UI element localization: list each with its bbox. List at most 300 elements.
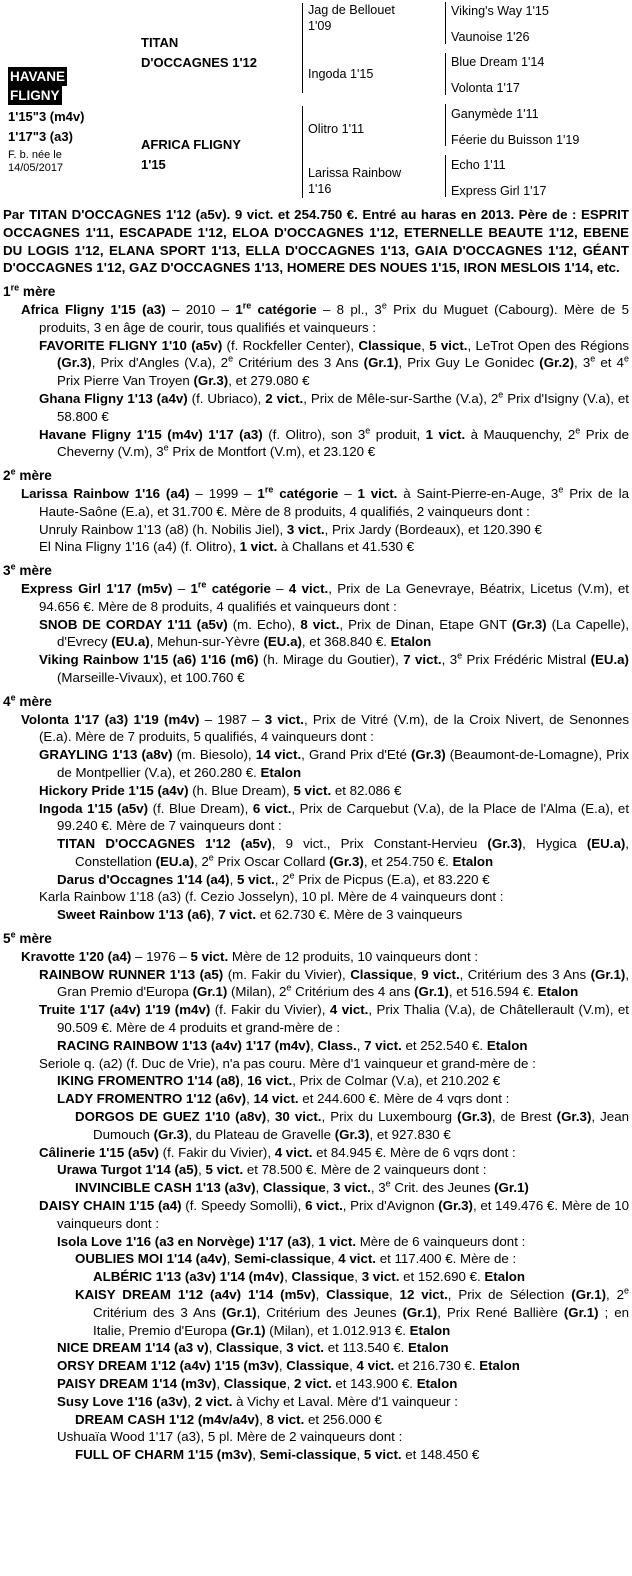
text-run: 3 vict. (333, 1180, 371, 1196)
text-run: à Saint-Pierre-en-Auge, 3 (397, 485, 559, 501)
text-run: , (330, 1251, 339, 1267)
text-run: , Prix d'Angles (V.a), 2 (91, 355, 229, 371)
text-run: – 1999 – (189, 485, 258, 501)
text-run: 1 vict. (239, 539, 278, 555)
text-run: RACING RAINBOW 1'13 (a4v) 1'17 (m4v) (57, 1037, 311, 1053)
subject-info-1: F. b. née le (8, 149, 62, 161)
text-run: , (239, 1073, 248, 1089)
g3-ancestor: Ganymède 1'11 (451, 107, 539, 121)
text-run: et 244.600 €. Mère de 4 vqrs dont : (298, 1091, 510, 1107)
text-run: NICE DREAM 1'14 (a3 v) (57, 1340, 209, 1356)
text-run: (Gr.3) (511, 616, 547, 632)
text-run: 16 vict. (247, 1073, 293, 1089)
text-run: (Gr.3) (487, 836, 523, 852)
text-run: (Gr.1) (590, 966, 626, 982)
text-run: PAISY DREAM 1'14 (m3v) (57, 1376, 217, 1391)
text-run: , Prix Jardy (Bordeaux), et 120.390 € (324, 521, 542, 537)
text-run: Larissa Rainbow 1'16 (a4) (21, 485, 190, 501)
pedigree-bracket (445, 2, 446, 44)
text-run: e (208, 852, 214, 863)
text-run: produit, (370, 426, 426, 442)
family-paragraph (3, 426, 629, 462)
text-run: catégorie (206, 580, 271, 596)
text-run: Classique (358, 337, 422, 353)
text-run: , Critérium des Jeunes (256, 1304, 403, 1320)
text-run: , (246, 1091, 254, 1107)
text-run: et 62.730 €. Mère de 3 vainqueurs (256, 907, 463, 923)
family-paragraph (3, 1411, 629, 1429)
text-run: Classique (262, 1180, 326, 1196)
text-run: DAISY CHAIN 1'15 (a4) (39, 1198, 182, 1214)
text-run: (f. Ubriaco), (187, 390, 266, 406)
text-run: (EU.a) (586, 836, 626, 852)
text-run: Kravotte 1'20 (a4) (21, 948, 132, 964)
text-run: , (266, 1109, 276, 1125)
text-run: 12 vict. (399, 1287, 448, 1303)
text-run: (Gr.1) (230, 1322, 266, 1338)
text-run: et 252.540 €. (401, 1037, 487, 1053)
family-paragraph (3, 1144, 629, 1162)
text-run: (La Capelle), d'Evrecy (57, 616, 630, 650)
text-run: Etalon (479, 1358, 520, 1374)
text-run: , 2 (274, 871, 290, 887)
text-run: 14 vict. (253, 1091, 299, 1107)
text-run: Prix Oscar Collard (213, 853, 330, 869)
text-run: (m. Fakir du Vivier), (223, 966, 351, 982)
subject-info-2: 14/05/2017 (8, 162, 64, 174)
text-run: , et 516.594 €. (448, 984, 538, 1000)
text-run: à Vichy et Laval. Mère d'1 vainqueur : (232, 1393, 458, 1409)
pedigree-bracket (302, 106, 303, 198)
text-run: Câlinerie 1'15 (a5v) (39, 1144, 159, 1160)
text-run: Classique (286, 1358, 350, 1374)
text-run: , Prix du Luxembourg (321, 1109, 458, 1125)
text-run: , Prix de Carquebut (V.a), de la Place de l'Alma (E.a), et 99.240 €. Mère de 7 vainqueurs dont : (57, 800, 630, 834)
g3-ancestor: Express Girl 1'17 (451, 184, 547, 198)
text-run: Volonta 1'17 (a3) 1'19 (m4v) (21, 711, 200, 727)
text-run: re (242, 300, 252, 311)
text-run: (EU.a) (111, 634, 150, 650)
text-run: (Gr.1) (563, 1304, 599, 1320)
text-run: 5 vict. (190, 948, 229, 964)
text-run: Classique (223, 1376, 287, 1391)
text-run: , Hygica (522, 836, 587, 852)
text-run: – 1987 – (199, 711, 265, 727)
text-run: GRAYLING 1'13 (a8v) (39, 747, 173, 763)
text-run: Hickory Pride 1'15 (a4v) (39, 782, 189, 798)
text-run: Critérium des 3 Ans (233, 355, 364, 371)
g3-ancestor: Echo 1'11 (451, 158, 506, 172)
text-run: , Critérium des 3 Ans (459, 966, 591, 982)
text-run: 5 vict. (429, 337, 468, 353)
text-run: (m. Biesolo), (172, 747, 256, 763)
text-run: e (498, 389, 504, 400)
family-paragraph (3, 580, 629, 616)
text-run: mère (15, 931, 52, 947)
text-run: Etalon (452, 853, 494, 869)
text-run: – (270, 580, 289, 596)
text-run: Critérium des 4 ans (291, 984, 415, 1000)
text-run: 7 vict. (218, 907, 257, 923)
text-run: Etalon (408, 1340, 449, 1356)
subject-name-line2: FLIGNY (10, 88, 60, 103)
text-run: ; en Italie, Premio d'Europa (93, 1304, 630, 1338)
text-run: Etalon (484, 1269, 526, 1285)
text-run: Ushuaïa Wood 1'17 (a3), 5 pl. Mère de 2 vainqueurs dont : (57, 1429, 403, 1445)
text-run: , Prix Thalia (V.a), de Châtellerault (V.m), et 90.509 €. Mère de 4 produits et grand-mère de : (57, 1002, 629, 1036)
text-run: Karla Rainbow 1'18 (a3) (f. Cezio Josselyn), 10 pl. Mère de 4 vainqueurs dont : (39, 889, 504, 905)
text-run: 5 vict. (363, 1447, 402, 1463)
text-run: , (389, 1287, 400, 1303)
text-run: Par TITAN D'OCCAGNES 1'12 (a5v). 9 vict. et 254.750 €. Entré au haras en 2013. Père de : ESPRIT OCCAGNES 1'11, ESCAPADE 1'12, ELOA D'OCCAGNES 1'12, ETERNELLE BEAUTE 1'12, EBENE DU LOGIS 1'12, ELANA SPORT 1'13, ELLA D'OCCAGNES 1'13, GAIA D'OCCAGNES 1'12, GÉANT D'OCCAGNES 1'12, GAZ D'OCCAGNES 1'13, HOMERE DES NOUES 1'15, IRON MESLOIS 1'14, etc. (3, 207, 629, 276)
text-run: Mère de 6 vainqueurs dont : (356, 1233, 526, 1249)
text-run: 4 (3, 693, 11, 709)
text-run: DORGOS DE GUEZ 1'10 (a8v) (75, 1109, 267, 1125)
text-run: 1 (257, 485, 265, 501)
text-run: TITAN D'OCCAGNES 1'12 (a5v) (57, 836, 272, 852)
pedigree-bracket (445, 53, 446, 95)
text-run: , Prix de La Genevraye, Béatrix, Licetus (V.m), et 94.656 €. Mère de 8 produits, 4 qualifiés et vainqueurs dont : (39, 580, 629, 614)
family-paragraph (3, 835, 629, 871)
sire-name-line2: D'OCCAGNES 1'12 (141, 55, 257, 70)
text-run: , (286, 1376, 294, 1391)
text-run: , (216, 1376, 224, 1391)
family-paragraph (3, 1250, 629, 1268)
g3-ancestor: Volonta 1'17 (451, 81, 520, 95)
text-run: Truite 1'17 (a4v) 1'19 (m4v) (39, 1002, 211, 1018)
family-paragraph (3, 1375, 629, 1393)
text-run: Darus d'Occagnes 1'14 (a4) (57, 871, 230, 887)
text-run: , Constellation (75, 836, 629, 869)
text-run: (h. Blue Dream), (188, 782, 294, 798)
text-run: , (310, 1233, 319, 1249)
text-run: , du Plateau de Gravelle (188, 1126, 335, 1142)
text-run: , (315, 1287, 327, 1303)
text-run: 30 vict. (275, 1109, 322, 1125)
text-run: , (255, 1180, 263, 1196)
text-run: Unruly Rainbow 1'13 (a8) (h. Nobilis Jiel), (39, 521, 287, 537)
text-run: , (421, 337, 430, 353)
family-paragraph (3, 1037, 629, 1055)
text-run: Mère de 12 produits, 10 vainqueurs dont : (228, 948, 479, 964)
family-paragraph (3, 651, 629, 687)
family-paragraph (3, 746, 629, 782)
text-run: (Gr.1) (414, 984, 449, 1000)
text-run: (Gr.3) (153, 1126, 189, 1142)
text-run: mère (19, 284, 56, 300)
subject-record-2: 1'17"3 (a3) (8, 129, 73, 144)
text-run: (Gr.3) (438, 1198, 473, 1214)
text-run: , (349, 1358, 357, 1374)
text-run: mère (15, 468, 52, 484)
text-run: e (228, 353, 234, 364)
family-paragraph (3, 1393, 629, 1411)
text-run: 4 vict. (274, 1144, 313, 1160)
text-run: , et 368.840 €. (301, 634, 391, 650)
text-run: Prix Pierre Van Troyen (57, 373, 194, 389)
text-run: (f. Fakir du Vivier), (158, 1144, 275, 1160)
text-run: 1 vict. (357, 485, 398, 501)
text-run: LADY FROMENTRO 1'12 (a6v) (57, 1091, 247, 1107)
text-run: e (10, 466, 16, 477)
family-paragraph (3, 966, 629, 1002)
text-run: à Mauquenchy, 2 (465, 426, 576, 442)
text-run: et 117.400 €. Mère de : (376, 1251, 517, 1267)
text-run: (f. Speedy Somolli), (181, 1198, 306, 1214)
text-run: 5 vict. (205, 1162, 244, 1178)
text-run: et 152.690 €. (399, 1269, 485, 1285)
text-run: (Gr.1) (402, 1304, 438, 1320)
text-run: 4 vict. (338, 1251, 376, 1267)
g3-ancestor: Viking's Way 1'15 (451, 4, 549, 18)
text-run: – (338, 485, 358, 501)
text-run: Classique (350, 966, 414, 982)
family-paragraph (3, 871, 629, 889)
text-run: (Gr.3) (193, 373, 229, 389)
text-run: (Gr.3) (329, 853, 364, 869)
text-run: 3 vict. (286, 521, 325, 537)
family-paragraph (3, 906, 629, 924)
text-run: (Marseille-Vivaux), et 100.760 € (57, 669, 245, 685)
text-run: 7 vict. (364, 1037, 402, 1053)
text-run: 5 vict. (293, 782, 332, 798)
family-paragraph (3, 948, 629, 966)
text-run: , (325, 1180, 334, 1196)
g2-sire-sire-record: 1'09 (308, 19, 332, 33)
text-run: (h. Mirage du Goutier), (258, 652, 404, 668)
text-run: re (264, 484, 274, 495)
text-run: , LeTrot Open des Régions (467, 337, 630, 353)
text-run: re (10, 282, 20, 293)
text-run: , Prix de Colmar (V.a), et 210.202 € (292, 1073, 501, 1089)
text-run: 3 (3, 563, 11, 579)
text-run: Prix de Montfort (V.m), et 23.120 € (168, 444, 376, 460)
text-run: (f. Fakir du Vivier), (210, 1002, 330, 1018)
text-run: , Prix René Ballière (437, 1304, 564, 1320)
family-paragraph (3, 206, 629, 277)
text-run: , (413, 966, 422, 982)
text-run: , et 279.080 € (228, 373, 310, 389)
text-run: (f. Rockfeller Center), (222, 337, 359, 353)
text-run: Express Girl 1'17 (m5v) (21, 580, 173, 596)
family-paragraph (3, 1197, 629, 1233)
text-run: Prix d'Isigny (V.a), et 58.800 € (57, 390, 629, 424)
family-paragraph (3, 1001, 629, 1037)
text-run: (Gr.3) (410, 747, 446, 763)
text-run: , (187, 1393, 195, 1409)
text-run: FULL OF CHARM 1'15 (m3v) (75, 1447, 253, 1463)
text-run: , (210, 907, 219, 923)
text-run: mère (15, 693, 52, 709)
text-run: et 84.945 €. Mère de 6 vqrs dont : (312, 1144, 516, 1160)
text-run: e (590, 353, 596, 364)
text-run: , (284, 1269, 292, 1285)
family-paragraph (3, 1233, 629, 1251)
text-run: e (575, 425, 581, 436)
family-paragraph (3, 337, 629, 390)
text-run: ALBÉRIC 1'13 (a3v) 1'14 (m4v) (93, 1269, 285, 1285)
text-run: (Beaumont-de-Lomagne), Prix de Montpellier (V.a), et 260.280 €. (57, 747, 629, 780)
text-run: – (172, 580, 191, 596)
text-run: INVINCIBLE CASH 1'13 (a3v) (75, 1180, 256, 1196)
text-run: (m. Echo), (227, 616, 301, 632)
text-run: , Prix de Vitré (V.m), de la Croix Nivert, de Senonnes (E.a). Mère de 7 produits, 5 qualifiés, 4 vainqueurs dont : (39, 711, 629, 745)
g2-sire-dam: Ingoda 1'15 (308, 67, 374, 81)
text-run: (Gr.1) (363, 355, 399, 371)
family-paragraph (3, 1179, 629, 1197)
text-run: 1 (190, 580, 198, 596)
text-run: , (229, 871, 238, 887)
text-run: 4 vict. (356, 1358, 395, 1374)
text-run: Africa Fligny 1'15 (a3) (21, 301, 166, 317)
family-paragraph (3, 1268, 629, 1286)
text-run: , de Brest (491, 1109, 557, 1125)
text-run: SNOB DE CORDAY 1'11 (a5v) (39, 616, 228, 632)
text-run: e (457, 650, 463, 661)
text-run: e (10, 561, 16, 572)
text-run: , et 149.476 €. Mère de 10 vainqueurs dont : (57, 1198, 629, 1231)
subject-name-line1: HAVANE (10, 69, 66, 84)
text-run: Sweet Rainbow 1'13 (a6) (57, 907, 211, 923)
text-run: Prix de Picpus (E.a), et 83.220 € (294, 871, 490, 887)
text-run: , Grand Prix d'Eté (301, 747, 411, 763)
text-run: , et 927.830 € (369, 1126, 451, 1142)
family-paragraph (3, 1090, 629, 1108)
family-paragraph (3, 538, 629, 556)
sire-name-line1: TITAN (141, 35, 179, 50)
text-run: RAINBOW RUNNER 1'13 (a5) (39, 966, 224, 982)
text-run: (f. Olitro), son 3 (262, 426, 366, 442)
text-run: re (197, 579, 207, 590)
pedigree-bracket (445, 155, 446, 197)
text-run: Classique (326, 1287, 389, 1303)
text-run: , Prix de Dinan, Etape GNT (339, 616, 512, 632)
text-run: e (163, 442, 169, 453)
text-run: (EU.a) (263, 634, 302, 650)
text-run: (EU.a) (155, 853, 194, 869)
text-run: Prix de Cheverny (V.m), 3 (57, 426, 629, 460)
text-run: , 3 (441, 652, 458, 668)
text-run: , (356, 1447, 364, 1463)
text-run: et 216.730 €. (394, 1358, 480, 1374)
text-run: 5 vict. (237, 871, 275, 887)
text-run: 6 vict. (252, 800, 292, 816)
text-run: El Nina Fligny 1'16 (a4) (f. Olitro), (39, 539, 240, 555)
text-run: mère (15, 563, 52, 579)
text-run: KAISY DREAM 1'12 (a4v) 1'14 (m5v) (75, 1287, 316, 1303)
text-run: e (365, 425, 371, 436)
text-run: et 113.540 €. (324, 1340, 409, 1356)
text-run: Critérium des 3 Ans (93, 1304, 222, 1320)
pedigree-bracket (302, 3, 303, 93)
text-run: , 9 vict., Prix Constant-Hervieu (271, 836, 488, 852)
text-run: 3 vict. (361, 1269, 400, 1285)
section-heading (3, 283, 629, 301)
g3-ancestor: Blue Dream 1'14 (451, 55, 545, 69)
family-notes (3, 206, 629, 1464)
section-heading (3, 467, 629, 485)
family-paragraph (3, 616, 629, 652)
text-run: IKING FROMENTRO 1'14 (a8) (57, 1073, 240, 1089)
text-run: Etalon (260, 764, 302, 780)
text-run: 2 vict. (194, 1393, 233, 1409)
text-run: 1 (235, 301, 243, 317)
text-run: e (623, 353, 629, 364)
text-run: Prix Frédéric Mistral (462, 652, 591, 668)
text-run: e (385, 1178, 391, 1189)
text-run: , Prix de Mêle-sur-Sarthe (V.a), 2 (303, 390, 499, 406)
text-run: 3 vict. (264, 711, 304, 727)
text-run: , Gran Premio d'Europa (57, 966, 630, 1000)
text-run: Isola Love 1'16 (a3 en Norvège) 1'17 (a3) (57, 1233, 311, 1249)
text-run: (Gr.3) (334, 1126, 370, 1142)
family-paragraph (3, 1357, 629, 1375)
pedigree-bracket (445, 104, 446, 146)
text-run: – 8 pl., 3 (316, 301, 382, 317)
text-run: 4 vict. (329, 1002, 369, 1018)
text-run: 2 vict. (293, 1376, 332, 1391)
text-run: e (289, 870, 295, 881)
text-run: 6 vict. (305, 1198, 343, 1214)
text-run: , 2 (194, 853, 209, 869)
text-run: et 148.450 € (401, 1447, 480, 1463)
text-run: e (286, 983, 292, 994)
text-run: , et 254.750 €. (363, 853, 453, 869)
text-run: et 78.500 €. Mère de 2 vainqueurs dont : (243, 1162, 487, 1178)
section-heading (3, 562, 629, 580)
text-run: catégorie (273, 485, 339, 501)
text-run: et 4 (595, 355, 624, 371)
text-run: Prix de la Haute-Saône (E.a), et 31.700 €. Mère de 8 produits, 4 qualifiés, 2 vainqueurs dont : (39, 485, 629, 519)
text-run: Etalon (537, 984, 579, 1000)
family-paragraph (3, 1428, 629, 1446)
text-run: et 256.000 € (304, 1411, 382, 1427)
family-paragraph (3, 711, 629, 747)
text-run: Etalon (416, 1376, 458, 1391)
text-run: Etalon (390, 634, 432, 650)
text-run: OUBLIES MOI 1'14 (a4v) (75, 1251, 227, 1267)
family-paragraph (3, 301, 629, 337)
text-run: (Gr.2) (539, 355, 574, 371)
section-heading (3, 930, 629, 948)
family-paragraph (3, 390, 629, 426)
text-run: et 143.900 €. (331, 1376, 417, 1391)
text-run: (Milan), et 1.012.913 €. (265, 1322, 410, 1338)
text-run: , 2 (606, 1287, 624, 1303)
text-run: Semi-classique (234, 1251, 331, 1267)
text-run: , (259, 1411, 267, 1427)
text-run: , (278, 1358, 287, 1374)
text-run: 2 (3, 468, 11, 484)
g3-ancestor: Vaunoise 1'26 (451, 30, 530, 44)
text-run: Susy Love 1'16 (a3v) (57, 1393, 188, 1409)
text-run: (Milan), 2 (227, 984, 287, 1000)
text-run: e (623, 1285, 629, 1296)
text-run: , (354, 1269, 362, 1285)
text-run: (Gr.1) (571, 1287, 607, 1303)
text-run: ORSY DREAM 1'12 (a4v) 1'15 (m3v) (57, 1358, 279, 1374)
text-run: 1 vict. (425, 426, 466, 442)
text-run: Classique (216, 1340, 279, 1356)
text-run: 14 vict. (255, 747, 302, 763)
text-run: Etalon (486, 1037, 528, 1053)
text-run: (Gr.1) (494, 1180, 529, 1196)
subject-record-1: 1'15"3 (m4v) (8, 109, 85, 124)
text-run: , Prix d'Avignon (342, 1198, 439, 1214)
text-run: DREAM CASH 1'12 (m4v/a4v) (75, 1411, 260, 1427)
text-run: à Challans et 41.530 € (277, 539, 415, 555)
text-run: (EU.a) (590, 652, 629, 668)
